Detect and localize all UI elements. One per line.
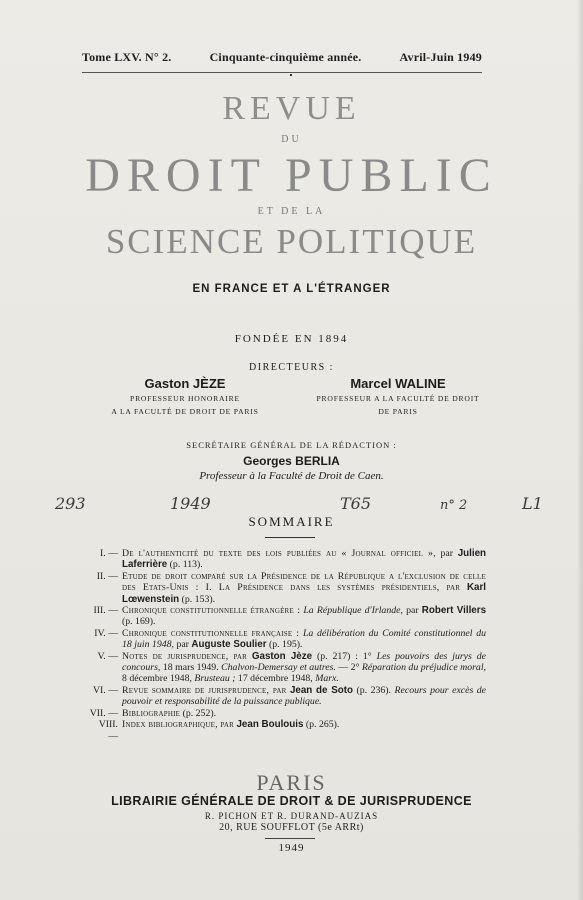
toc-entry: VI. — Revue sommaire de jurisprudence, par Jean de Soto (p. 236). Recours pour excès de pouvoir et responsabilité de la puissance publique.: [92, 684, 487, 708]
founded-line: FONDÉE EN 1894: [234, 333, 349, 345]
toc-author: Robert Villers: [421, 605, 487, 617]
handwritten-note-1: 293: [55, 494, 86, 513]
annee-label: Cinquante-cinquième année.: [209, 50, 362, 64]
director-right-name: Marcel WALINE: [350, 376, 446, 391]
handwritten-note-2: 1949: [170, 494, 211, 513]
secretaire-name: Georges BERLIA: [243, 454, 340, 468]
handwritten-note-5: L1: [522, 494, 543, 513]
toc-entry: III. — Chronique constitutionnelle étrangère : La République d'Irlande, par Robert Villers (p. 169).: [93, 605, 487, 628]
subtitle: EN FRANCE ET A L'ÉTRANGER: [192, 283, 391, 295]
publisher-address: 20, RUE SOUFFLOT (5e ARRt): [219, 822, 364, 833]
director-right-title1: PROFESSEUR A LA FACULTÉ DE DROIT: [316, 394, 480, 403]
toc-author: Jean Boulouis: [236, 719, 304, 731]
sommaire-heading: SOMMAIRE: [248, 514, 335, 529]
title-revue: REVUE: [222, 90, 361, 127]
issue-date: Avril-Juin 1949: [399, 50, 482, 64]
toc-author: Auguste Soulier: [191, 639, 267, 651]
sommaire-rule: [265, 537, 315, 538]
handwritten-note-4: n° 2: [440, 498, 468, 513]
header-dot: [290, 74, 292, 76]
publisher-name: LIBRAIRIE GÉNÉRALE DE DROIT & DE JURISPRUDENCE: [111, 794, 472, 808]
director-left-title2: A LA FACULTÉ DE DROIT DE PARIS: [111, 407, 259, 416]
year-rule: [265, 838, 315, 839]
issue-header: [82, 50, 482, 65]
toc-entry: II. — Etude de droit comparé sur la Présidence de la République a l'exclusion de celle des Etats-Unis : I. La Présidence dans les systèmes présidentiels, par Karl Lœwenstein (p. 153).: [96, 570, 487, 605]
director-right: [288, 376, 508, 417]
toc-entry: IV. — Chronique constitutionnelle française : La délibération du Comité constitutionnel du 18 juin 1948, par Auguste Soulier (p. 195).: [94, 627, 487, 651]
director-left-title1: PROFESSEUR HONORAIRE: [130, 394, 240, 403]
handwritten-note-3: T65: [340, 494, 372, 513]
toc-entry: VIII. — Index bibliographique, par Jean Boulouis (p. 265).: [98, 719, 340, 742]
toc-entry: V. — Notes de jurisprudence, par Gaston Jèze (p. 217) : 1° Les pouvoirs des jurys de concours, 18 mars 1949. Chalvon-Demersay et autres. — 2° Réparation du préjudice moral, 8 décembre 1948, Brusteau ; 17 décembre 1948, Marx.: [97, 650, 487, 685]
directeurs-label: DIRECTEURS :: [249, 362, 334, 373]
publication-year: 1949: [278, 842, 305, 854]
imprint-city: PARIS: [256, 770, 327, 795]
tome-number: Tome LXV. N° 2.: [82, 50, 172, 64]
director-left-name: Gaston JÈZE: [144, 376, 226, 391]
title-science-politique: SCIENCE POLITIQUE: [105, 222, 478, 261]
toc-author: Julien Laferrière: [122, 548, 487, 571]
director-left: [75, 376, 295, 417]
table-of-contents: [88, 548, 486, 742]
toc-author: Jean de Soto: [289, 684, 353, 696]
title-droit-public: DROIT PUBLIC: [85, 149, 498, 202]
title-du: DU: [281, 134, 302, 145]
toc-author: Karl Lœwenstein: [122, 582, 487, 605]
toc-entry: VII. — Bibliographie (p. 252).: [89, 707, 217, 719]
director-right-title2: DE PARIS: [378, 407, 418, 416]
toc-entry: I. — De l'authenticité du texte des lois publiées au « Journal officiel », par Julien Laferrière (p. 113).: [100, 548, 487, 571]
title-et-de-la: ET DE LA: [257, 206, 326, 217]
publisher-owners: R. PICHON ET R. DURAND-AUZIAS: [204, 811, 379, 821]
header-rule: [82, 72, 482, 73]
secretaire-label: SECRÉTAIRE GÉNÉRAL DE LA RÉDACTION :: [186, 440, 397, 450]
secretaire-title: Professeur à la Faculté de Droit de Caen.: [199, 470, 384, 482]
toc-author: Gaston Jèze: [251, 650, 313, 662]
